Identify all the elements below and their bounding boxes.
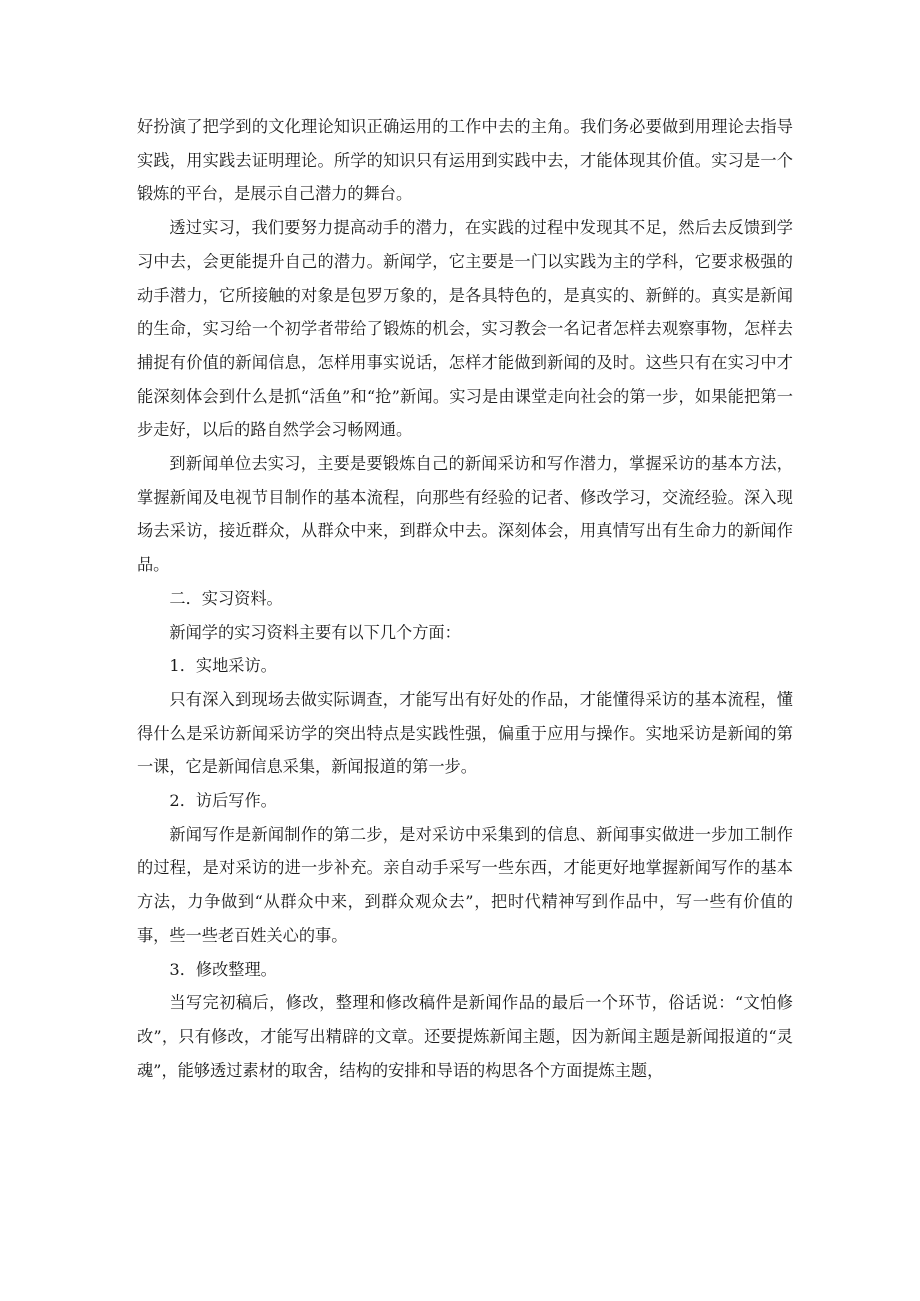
document-body bbox=[137, 110, 793, 1087]
paragraph-post-interview-writing: 新闻写作是新闻制作的第二步，是对采访中采集到的信息、新闻事实做进一步加工制作的过程，是对采访的进一步补充。亲自动手采写一些东西，才能更好地掌握新闻写作的基本方法，力争做到“从群众中来，到群众观众去”，把时代精神写到作品中，写一些有价值的事，些一些老百姓关心的事。 bbox=[137, 824, 793, 945]
paragraph-news-unit-internship: 到新闻单位去实习，主要是要锻炼自己的新闻采访和写作潜力，掌握采访的基本方法，掌握新闻及电视节目制作的基本流程，向那些有经验的记者、修改学习，交流经验。深入现场去采访，接近群众，从群众中来，到群众中去。深刻体会，用真情写出有生命力的新闻作品。 bbox=[137, 454, 793, 575]
paragraph-internship-practice: 透过实习，我们要努力提高动手的潜力，在实践的过程中发现其不足，然后去反馈到学习中去，会更能提升自己的潜力。新闻学，它主要是一门以实践为主的学科，它要求极强的动手潜力，它所接触的对象是包罗万象的，是各具特色的，是真实的、新鲜的。真实是新闻的生命，实习给一个初学者带给了锻炼的机会，实习教会一名记者怎样去观察事物，怎样去捕捉有价值的新闻信息，怎样用事实说话，怎样才能做到新闻的及时。这些只有在实习中才能深刻体会到什么是抓“活鱼”和“抢”新闻。实习是由课堂走向社会的第一步，如果能把第一步走好，以后的路自然学会习畅网通。 bbox=[137, 218, 793, 440]
paragraph-revision: 当写完初稿后，修改，整理和修改稿件是新闻作品的最后一个环节，俗话说：“文怕修改”，只有修改，才能写出精辟的文章。还要提炼新闻主题，因为新闻主题是新闻报道的“灵魂”，能够透过素材的取舍，结构的安排和导语的构思各个方面提炼主题， bbox=[137, 993, 793, 1080]
subheading-revision: 3．修改整理。 bbox=[169, 959, 277, 979]
subheading-post-interview-writing: 2．访后写作。 bbox=[169, 791, 277, 811]
paragraph-materials-intro: 新闻学的实习资料主要有以下几个方面： bbox=[169, 622, 461, 642]
subheading-field-interview: 1．实地采访。 bbox=[169, 656, 277, 676]
section-heading-internship-materials: 二．实习资料。 bbox=[169, 588, 283, 608]
paragraph-field-interview: 只有深入到现场去做实际调查，才能写出有好处的作品，才能懂得采访的基本流程，懂得什么是采访新闻采访学的突出特点是实践性强，偏重于应用与操作。实地采访是新闻的第一课，它是新闻信息采集，新闻报道的第一步。 bbox=[137, 689, 793, 777]
paragraph-continuation: 好扮演了把学到的文化理论知识正确运用的工作中去的主角。我们务必要做到用理论去指导实践，用实践去证明理论。所学的知识只有运用到实践中去，才能体现其价值。实习是一个锻炼的平台，是展示自己潜力的舞台。 bbox=[137, 117, 793, 204]
